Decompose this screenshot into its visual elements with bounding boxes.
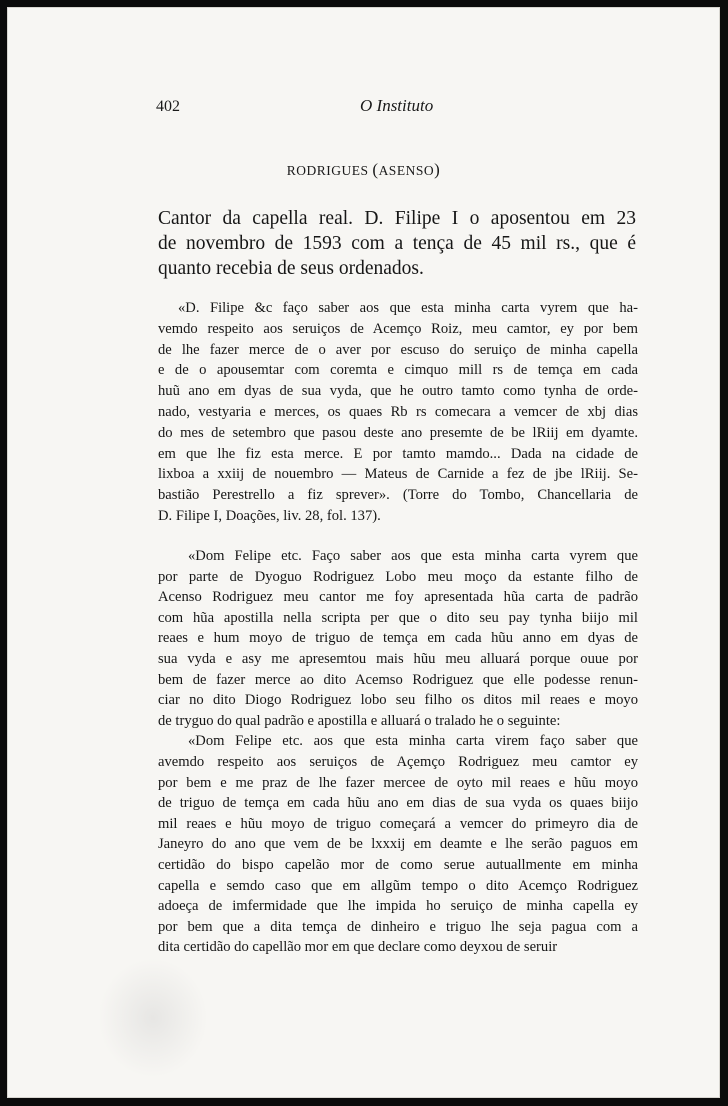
text-line: com hũa apostilla nella scripta per que o dito seu pay tynha biijo mil — [158, 609, 638, 626]
text-line: de triguo de temça em cada hũu ano em dias de sua vyda os quaes biijo — [158, 795, 638, 812]
text-line: por bem e me praz de lhe fazer mercee de oyto mil reaes e hũu moyo — [158, 774, 638, 791]
text-line: Janeyro do ano que vem de be lxxxij em deamte e lhe serão paguos em — [158, 836, 638, 853]
paper-stain — [98, 958, 208, 1078]
text-line: de novembro de 1593 com a tença de 45 mil rs., que é — [158, 233, 636, 254]
text-line: e de o apousemtar com coremta e cimquo mill rs de temça em cada — [158, 362, 638, 379]
section-heading — [8, 160, 719, 180]
heading-qualifier: ASENSO — [378, 163, 435, 178]
text-line: «Dom Felipe etc. Faço saber aos que esta minha carta vyrem que — [188, 548, 638, 564]
text-line: bastião Perestrello a fiz sprever». (Torre do Tombo, Chancellaria de — [158, 487, 638, 504]
text-line: «D. Filipe &c faço saber aos que esta minha carta vyrem que ha- — [178, 300, 638, 316]
text-line: Acenso Rodriguez meu cantor me foy apresentada hũa carta de padrão — [158, 589, 638, 606]
text-line: vemdo respeito aos seruiços de Acemço Roiz, meu camtor, ey por bem — [158, 320, 638, 337]
text-line: dita certidão do capellão mor em que declare como deyxou de seruir — [158, 939, 558, 956]
text-line: por parte de Dyoguo Rodriguez Lobo meu moço da estante filho de — [158, 568, 638, 585]
quote-paragraph-2 — [158, 546, 638, 958]
quote-paragraph-1 — [158, 298, 638, 527]
text-line: sua vyda e asy me apresemtou mais hũu meu alluará porque ouue por — [158, 650, 638, 667]
text-line: por bem que a dita temça de dinheiro e triguo lhe seja pagua com a — [158, 918, 638, 935]
text-line: de lhe fazer merce de o aver por escuso do seruiço de minha capella — [158, 341, 638, 358]
text-line: capella e semdo caso que em allgũm tempo o dito Acemço Rodriguez — [158, 877, 638, 894]
text-line: lixboa a xxiij de nouembro — Mateus de Carnide a fez de jbe lRiij. Se- — [158, 466, 638, 483]
text-line: mil reaes e hũu moyo de triguo começará a vemcer do primeyro dia de — [158, 815, 638, 832]
page-number: 402 — [156, 98, 180, 115]
text-line: de tryguo do qual padrão e apostilla e alluará o tralado he o seguinte: — [158, 712, 561, 729]
text-line: certidão do bispo capelão mor de como serue autuallmente em minha — [158, 856, 638, 873]
text-line: em que lhe fiz esta merce. E por tamto mamdo... Dada na cidade de — [158, 445, 638, 462]
intro-paragraph — [158, 206, 636, 281]
heading-paren-open: ( — [372, 160, 379, 179]
text-line: bem de fazer merce ao dito Acemso Rodriguez que elle podesse renun- — [158, 671, 638, 688]
text-line: Cantor da capella real. D. Filipe I o aposentou em 23 — [158, 208, 636, 229]
heading-paren-close: ) — [434, 160, 441, 179]
text-line: D. Filipe I, Doações, liv. 28, fol. 137). — [158, 507, 381, 524]
text-line: «Dom Felipe etc. aos que esta minha carta virem faço saber que — [188, 733, 638, 750]
heading-name: RODRIGUES — [286, 163, 369, 178]
text-line: ciar no dito Diogo Rodriguez lobo seu filho os ditos mil reaes e moyo — [158, 692, 638, 709]
text-line: do mes de setembro que pasou deste ano presemte de be lRiij em dyamte. — [158, 424, 638, 441]
text-line: reaes e hum moyo de triguo de temça em cada hũu anno em dyas de — [158, 630, 638, 647]
text-line: huũ ano em dyas de sua vyda, que he outro tamto como tynha de orde- — [158, 383, 638, 400]
text-line: quanto recebia de seus ordenados. — [158, 258, 424, 279]
book-page — [7, 7, 720, 1098]
text-line: adoeça de imfermidade que lhe impida ho seruiço de minha capella ey — [158, 898, 638, 915]
text-line: avemdo respeito aos seruiços de Açemço Rodriguez meu camtor ey — [158, 753, 638, 770]
text-line: nado, vestyaria e merces, os quaes Rb rs comecara a vemcer de xbj dias — [158, 403, 638, 420]
running-title: O Instituto — [360, 96, 434, 115]
